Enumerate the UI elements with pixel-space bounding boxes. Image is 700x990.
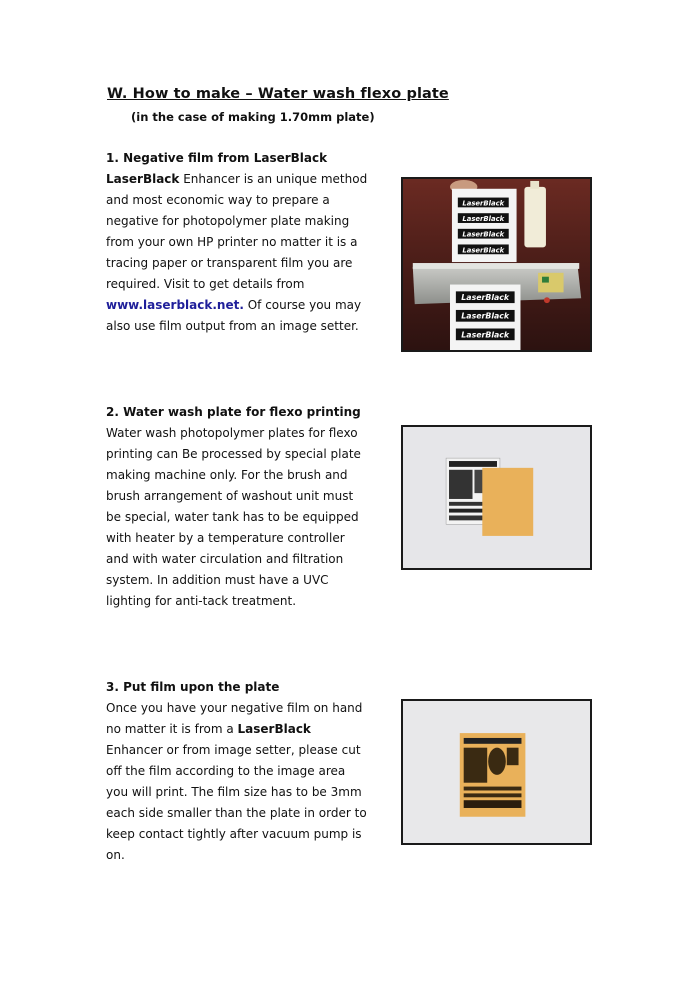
body-line: be special, water tank has to be equipped xyxy=(106,510,359,524)
section-heading: 2. Water wash plate for flexo printing xyxy=(106,405,361,419)
film-label: LaserBlack xyxy=(462,215,505,224)
body-line: no matter it is from a LaserBlack xyxy=(106,722,311,736)
film-label: LaserBlack xyxy=(462,199,505,208)
body-line: and most economic way to prepare a xyxy=(106,193,330,207)
body-line: Enhancer or from image setter, please cut xyxy=(106,743,361,757)
body-line: making machine only. For the brush and xyxy=(106,468,348,482)
body-line: www.laserblack.net. Of course you may xyxy=(106,298,362,312)
body-line: negative for photopolymer plate making xyxy=(106,214,350,228)
body-line: printing can Be processed by special plate xyxy=(106,447,361,461)
section-film-upon-plate xyxy=(106,677,368,866)
film-label: LaserBlack xyxy=(462,246,505,255)
section-heading: 1. Negative film from LaserBlack xyxy=(106,151,328,165)
body-line: LaserBlack Enhancer is an unique method xyxy=(106,172,368,186)
section-negative-film xyxy=(106,148,368,337)
film-label: LaserBlack xyxy=(462,230,505,239)
laserblack-link[interactable]: www.laserblack.net. xyxy=(106,298,244,312)
section-heading: 3. Put film upon the plate xyxy=(106,680,280,694)
body-line: on. xyxy=(106,848,125,862)
body-line: brush arrangement of washout unit must xyxy=(106,489,354,503)
body-line: lighting for anti-tack treatment. xyxy=(106,594,297,608)
film-label: LaserBlack xyxy=(461,330,510,340)
film-and-plate-photo xyxy=(401,425,592,570)
body-line: and with water circulation and filtration xyxy=(106,552,344,566)
laminator-photo xyxy=(401,177,592,352)
section-water-wash-plate xyxy=(106,402,368,612)
body-line: Water wash photopolymer plates for flexo xyxy=(106,426,358,440)
body-line: you will print. The film size has to be 3mm xyxy=(106,785,362,799)
body-line: Once you have your negative film on hand xyxy=(106,701,363,715)
film-plate-illustration xyxy=(403,427,590,568)
film-on-plate-photo xyxy=(401,699,592,845)
film-on-plate-illustration xyxy=(403,701,590,843)
body-line: from your own HP printer no matter it is a xyxy=(106,235,358,249)
laminator-illustration xyxy=(403,179,590,350)
body-line: system. In addition must have a UVC xyxy=(106,573,329,587)
brand-name: LaserBlack xyxy=(237,722,311,736)
body-line: off the film according to the image area xyxy=(106,764,346,778)
body-line: keep contact tightly after vacuum pump is xyxy=(106,827,362,841)
brand-name: LaserBlack xyxy=(106,172,180,186)
page-subtitle: (in the case of making 1.70mm plate) xyxy=(131,110,375,124)
body-line: with heater by a temperature controller xyxy=(106,531,345,545)
body-line: each side smaller than the plate in order to xyxy=(106,806,367,820)
body-line: also use film output from an image setter. xyxy=(106,319,359,333)
film-label: LaserBlack xyxy=(461,311,510,321)
body-line: required. Visit to get details from xyxy=(106,277,305,291)
film-label: LaserBlack xyxy=(461,293,510,303)
page-title: W. How to make – Water wash flexo plate xyxy=(107,86,449,102)
body-line: tracing paper or transparent film you are xyxy=(106,256,353,270)
